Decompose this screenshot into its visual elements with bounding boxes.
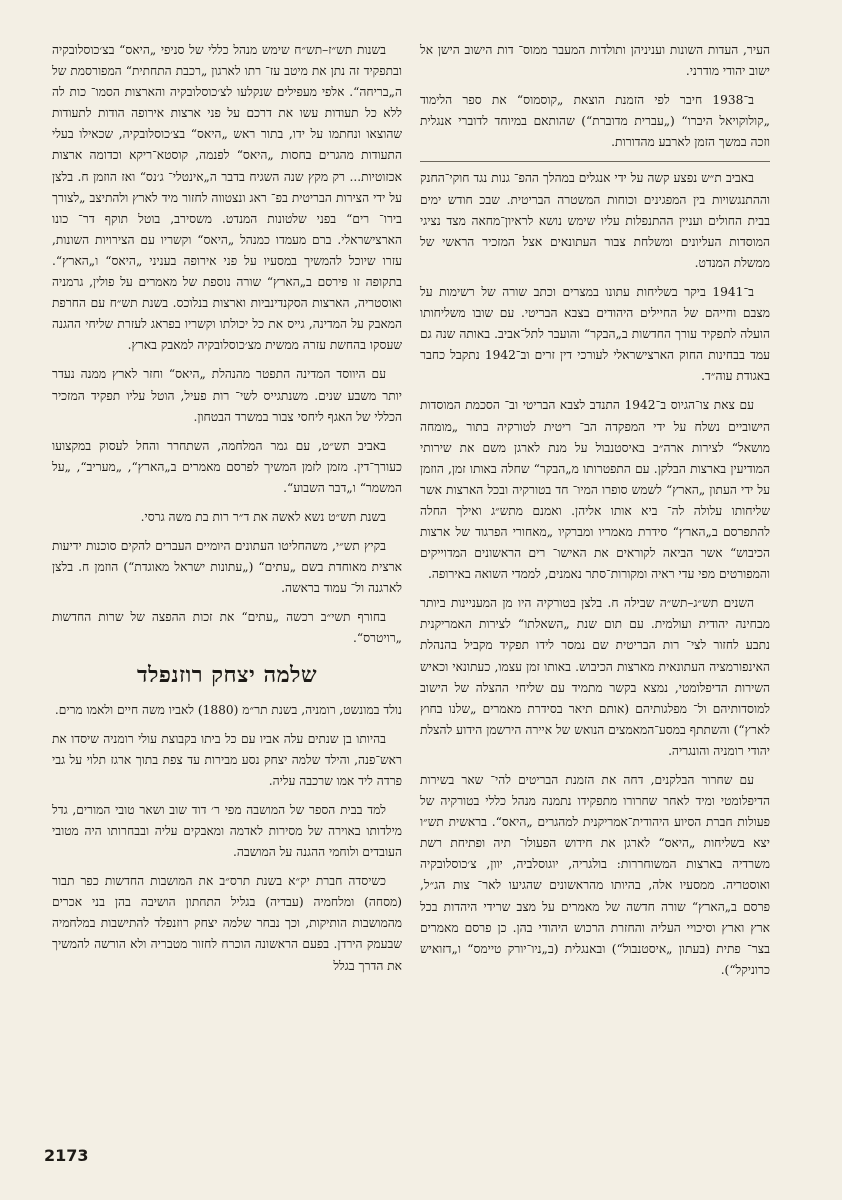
paragraph: העיר, העדות השונות ועניניהן ותולדות המעבר ממוס־ דות הישוב הישן אל ישוב יהודי מודרני. — [420, 43, 770, 79]
paragraph: ב־1938 חיבר לפי הזמנת הוצאת „קוסמוס“ את ספר הלימוד „קולוקויאל היברו“ („עברית מדוברת“) שהותאם במיוחד לדוברי אנגלית וזכה במשך הזמן לארבע מהדורות. — [420, 93, 770, 150]
biography-heading: שלמה יצחק רוזנפלד — [136, 661, 318, 688]
paragraph: עם צאת צו־הגיוס ב־1942 התנדב לצבא הבריטי וב־ הסכמת המוסדות הישוביים נשלח על ידי המפקדה הב־ ריטית לטורקיה בתור „מומחה מושאל“ לצירות ארה״ב באיסטנבול על מנת לארגן משם את שירותי המודיעין בארצות הבלקן. עם התפטרותו מ„הבקר“ שחלה באותו זמן, הוזמן על ידי העתון „הארץ“ לשמש סופרו המיו־ חד בטורקיה ובכל הארצות אשר שליחותו עלולה לה־ ביא אותו אליהן. ואמנם מתש״ג ואילך החלה להתפרסם ב„הארץ“ סידרת מאמריו ומברקיו „מאחורי הפרגוד של ארצות הכיבוש“ אשר הביאה לקוראים את האישו־ רים הראשונים המדוייקים והמפורטים מפי עדי ראיה ומקורות־סתר נאמנים, לממדי השואה באירופה. — [420, 398, 770, 582]
paragraph: באביב תש״ט, עם גמר המלחמה, השתחרר והחל לעסוק במקצועו כעורך־דין. מזמן לזמן המשיך לפרסם מאמרים ב„הארץ“, „מעריב“, „על המשמר“ ו„דבר השבוע“. — [52, 438, 402, 495]
paragraph: עם שחרור הבלקנים, דחה את הזמנת הבריטים להי־ שאר בשירות הדיפלומטי ומיד לאחר שחרורו מתפקידו נתמנה מנהל כללי בטורקיה של פעולות חברת הסיוע היהודית־אמריקנית למהגרים „היאס“. בראשית תש״ו יצא בשליחות „היאס“ לארגן את חידוש הפעולו־ תיה ופתיחת רשת משרדיה בארצות המשוחררות: בולגריה, יוגוסלביה, יוון, צ׳כוסלובקיה ואוסטריה. ממסעיו אלה, בהיותו מהראשונים שהגיעו לאר־ צות הג״ל, פרסם ב„הארץ“ שורה חדשה של מאמרים על מצב שרידי היהדות בכל ארץ וארץ וסיכויי העליה והחזרת הרכוש היהודי בהן. כן פרסם מאמרים בצר־ פתית (בעתון „איסטנבול“) ובאנגלית (ב„ניו־יורק טיימס“ ו„דזואיש כרוניקל“). — [420, 773, 770, 977]
paragraph: עם היווסד המדינה התפטר מהנהלת „היאס“ וחזר לארץ ממנה נעדר יותר משבע שנים. משנתגייס לשי־ רות פעיל, הוטל עליו תפקיד המזכיר הכללי של האגף ליחסי צבור במשרד הבטחון. — [52, 367, 402, 424]
paragraph: באביב ת״ש נפצע קשה על ידי אנגלים במהלך ההפ־ גנות נגד חוקי־החנק וההתנגשויות בין המפגינים וכוחות המשטרה הבריטית. שבכ חודש ימים בבית החולים ועניין ההתנפלות עליו שימש נושא לראיון־מחאה מצד נציגי המוסדות העליונים ומשלחת צבור העתונאים אצל המזכיר הראשי של ממשלת המנדט. — [420, 171, 770, 270]
paragraph: בשנת תש״ט נשא לאשה את ד״ר רות בת משה גרסי. — [140, 509, 386, 524]
paragraph: בהיותו בן שנתים עלה אביו עם כל ביתו בקבוצת עולי רומניה שיסדו את ראש־פנה, והילד שלמה יצחק נסע מבירות עד צפת בתוך ארגז תלוי על גבי פרדה ליד אמו שרכבה עליה. — [52, 731, 402, 788]
page-number: 2173 — [44, 1146, 89, 1165]
paragraph: למד בבית הספר של המושבה מפי ר׳ דוד שוב ושאר טובי המורים, גדל מילדותו באוירה של מסירות לאדמה ומאבקים עליה ובבחרותו היה מטובי העובדים ולוחמי ההגנה על המושבה. — [52, 802, 402, 860]
paragraph: בקיץ תש״י, משהחליטו העתונים היומיים העברים להקים סוכנות ידיעות ארצית מאוחדת בשם „עתים“ („עתונות ישראל מאוגדת“) הוזמן ח. בלצן לארגנה ול־ עמוד בראשה. — [52, 539, 402, 596]
paragraph: בשנות תש״ז–תש״ח שימש מנהל כללי של סניפי „היאס“ בצ׳כוסלובקיה ובתפקיד זה נתן את מיטב עז־ רתו לארגון „רכבת התחתית“ המפורסמת של ה„בריחה“. אלפי מעפילים שנקלעו לצ׳כוסלובקיה והארצות הסמו־ כות לה ללא כל תעודות עשו את דרכם על פני ארצות אירופה הודות לתעודות שהוצאו ונחתמו על ידו, בתור ראש „היאס“ בצ׳כוסלובקיה, שכאילו בעלי התעודות מהגרים בחסות „היאס“ לפנמה, קוסטא־ריקא וכדומה ארצות אכזוטיות... רק מקץ שנה השגיח בדבר ה„אינטלי־ ג׳נס“ ואז הוזמן ח. בלצן על ידי הצירות הבריטית בפ־ ראג ונצטווה לחזור מיד לארץ ולהתיצב „לצורך בירו־ רים“ בפני שלטונות המנדט. משסירב, בוטל תוקף דר־ כונו הארצישראלי. ברם מעמדו כמנהל „היאס“ וקשריו עם הצירויות השונות, עזרו שיוכל להמשיך במסעיו על פני אירופה בעניני „היאס“ ו„הארץ“. בתקופה זו פירסם ב„הארץ“ שורה נוספת של מאמרים על פולין, גרמניה ואוסטריה, הארצות הסקנדינביות וארצות בנלוכס. בשנת תש״ח עם החרפת המאבק על המדינה, גייס את כל יכולתו וקשריו בפראג לעזרת שליחי ההגנה שעסקו בהחשת עזרה ממשית מצ׳כוסלובקיה למאבק בארץ. — [52, 43, 402, 353]
paragraph: השנים תש״ג–תש״ה שבילה ח. בלצן בטורקיה היו מן המעניינות ביותר מבחינה יהודית ועולמית. עם תום שנת „השאלתו“ לצירות האמריקנית נתבע לחזור לצי־ רות הבריטית שם נמסר לידו תפקיד מקביל בהנהלת האינפורמציה העתונאית מארצות הכיבוש. באותו זמן עצמו, כעתונאי וכאיש השירות הדיפלומטי, נמצא בקשר מתמיד עם שליחי ההצלה של הישוב למוסדותיהם ול־ מפלגותיהם (אותם תיאר בסידרת מאמרים „שלנו בחוץ לארץ“) והשתתף במסע־המאמצים הנואש של איירה הירשמן הידוע להצלת יהודי רומניה והונגריה. — [420, 596, 770, 758]
right-column — [420, 40, 770, 989]
paragraph: בחורף תשי״ב רכשה „עתים“ את זכות ההפצה של שרות החדשות „רויטרס“. — [52, 610, 402, 646]
divider — [420, 161, 770, 162]
paragraph: נולד במונשט, רומניה, בשנת תר״מ (1880) לאביו משה חיים ולאמו מרים. — [54, 702, 402, 717]
paragraph: כשיסדה חברת יק״א בשנת תרס״ב את המושבות החדשות כפר תבור (מסחה) ומלחמיה (עבדיה) בגליל התחתון הושיבה בהן בני אכרים מהמושבות הותיקות, וכך נבחר שלמה יצחק רוזנפלד להתישבות במלחמיה שבעמק הירדן. בפעם הראשונה הוכרח לחזור מטבריה ולא הורשה להמשיך את הדרך בגלל — [52, 874, 402, 973]
paragraph: ב־1941 ביקר בשליחות עתונו במצרים וכתב שורה של רשימות על מצבם וחייהם של החיילים היהודים בצבא הבריטי. עם שובו משליחותו הועלה לתפקיד עורך החדשות ב„הבקר“ והועבר לתל־אביב. באותה שנה גם עמד בבחינות החוק הארצישראלי לעורכי דין זרים וב־1942 נתקבל כחבר באגודת עוה״ד. — [420, 284, 770, 384]
left-column — [52, 40, 402, 985]
